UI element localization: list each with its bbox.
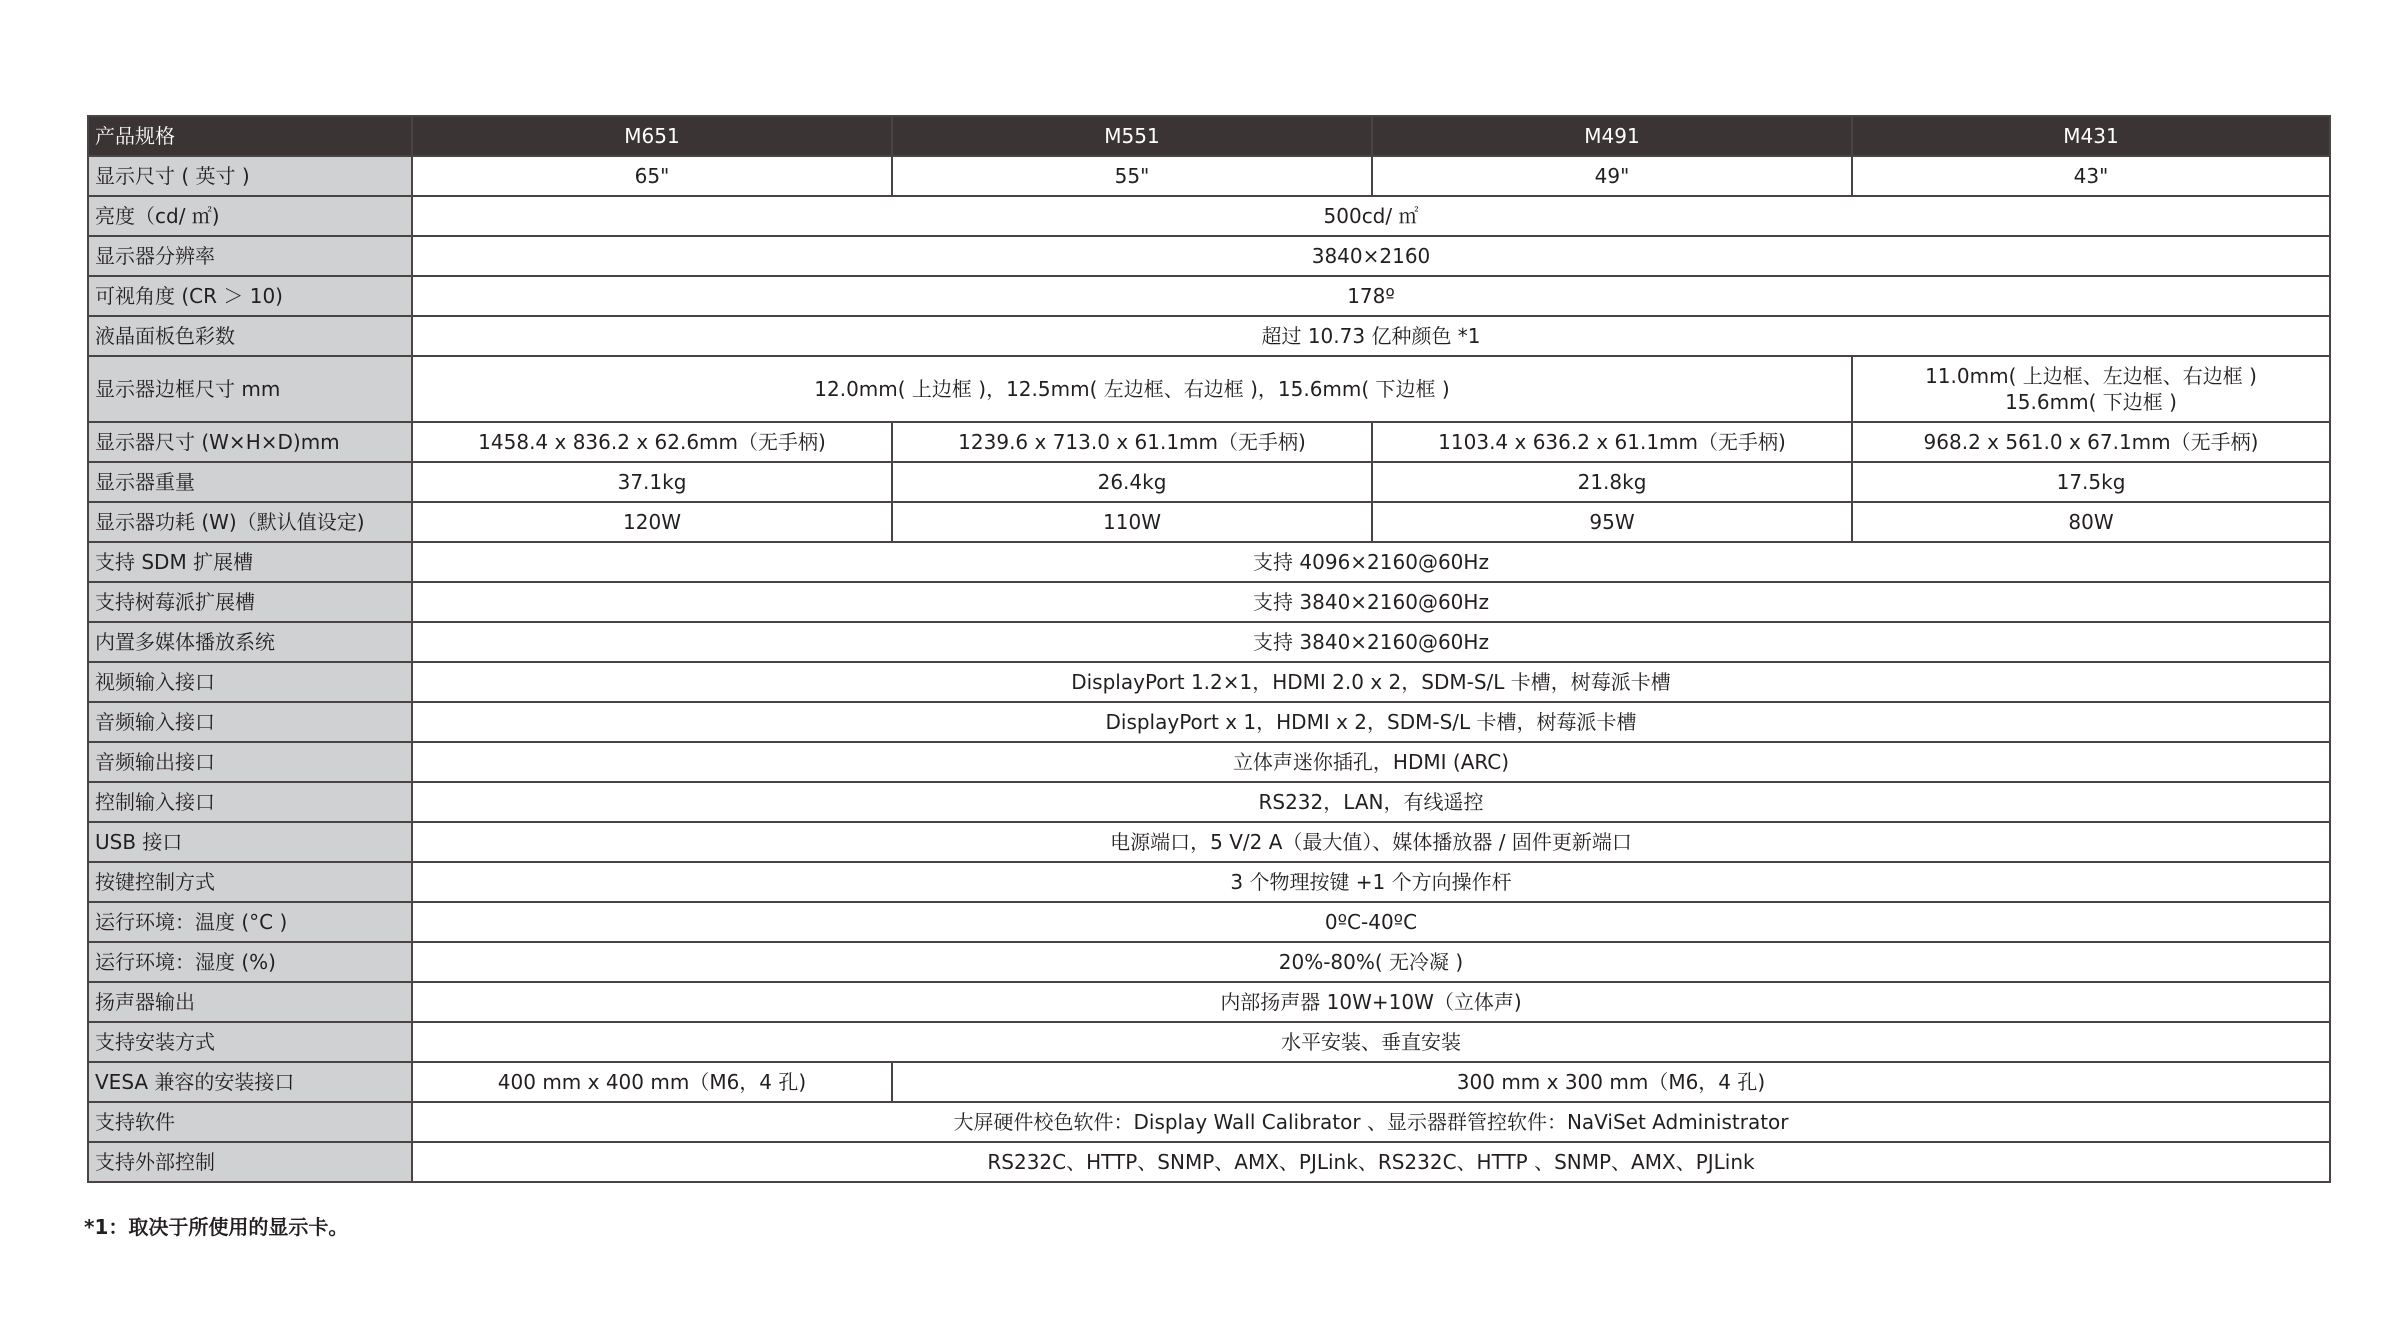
cell-value: 43" [1852,156,2330,196]
row-label: 支持外部控制 [88,1142,412,1182]
cell-value: 支持 4096×2160@60Hz [412,542,2330,582]
table-row [88,582,2330,622]
cell-value: 支持 3840×2160@60Hz [412,622,2330,662]
table-row [88,982,2330,1022]
cell-value: 水平安装、垂直安装 [412,1022,2330,1062]
row-label: 内置多媒体播放系统 [88,622,412,662]
model-name: M431 [1852,116,2330,156]
cell-line: 11.0mm( 上边框、左边框、右边框 ) [1925,364,2257,388]
cell-value: 1458.4 x 836.2 x 62.6mm（无手柄) [412,422,892,462]
cell-value: 55" [892,156,1372,196]
cell-value: 12.0mm( 上边框 )，12.5mm( 左边框、右边框 )，15.6mm( 下边框 ) [412,356,1852,422]
table-row [88,356,2330,422]
cell-value: 电源端口，5 V/2 A（最大值）、媒体播放器 / 固件更新端口 [412,822,2330,862]
cell-value: 20%-80%( 无冷凝 ) [412,942,2330,982]
cell-value: DisplayPort 1.2×1，HDMI 2.0 x 2，SDM-S/L 卡槽，树莓派卡槽 [412,662,2330,702]
row-label: 运行环境：温度 (°C ) [88,902,412,942]
cell-value: 0ºC-40ºC [412,902,2330,942]
row-label: 视频输入接口 [88,662,412,702]
table-row [88,502,2330,542]
cell-value: 1239.6 x 713.0 x 61.1mm（无手柄) [892,422,1372,462]
model-name: M551 [892,116,1372,156]
row-label: 按键控制方式 [88,862,412,902]
cell-line: 15.6mm( 下边框 ) [2005,390,2177,414]
cell-value: 500cd/ ㎡ [412,196,2330,236]
table-row [88,862,2330,902]
table-row [88,702,2330,742]
cell-value: 26.4kg [892,462,1372,502]
header-label: 产品规格 [88,116,412,156]
row-label: VESA 兼容的安装接口 [88,1062,412,1102]
row-label: 显示器重量 [88,462,412,502]
cell-value: 超过 10.73 亿种颜色 *1 [412,316,2330,356]
table-row [88,942,2330,982]
table-row [88,156,2330,196]
table-row [88,316,2330,356]
table-row [88,236,2330,276]
row-label: 显示器分辨率 [88,236,412,276]
cell-value: 21.8kg [1372,462,1852,502]
table-row [88,742,2330,782]
cell-value: RS232C、HTTP、SNMP、AMX、PJLink、RS232C、HTTP 、SNMP、AMX、PJLink [412,1142,2330,1182]
table-row [88,276,2330,316]
cell-value [1852,356,2330,422]
row-label: 支持树莓派扩展槽 [88,582,412,622]
row-label: 显示尺寸 ( 英寸 ) [88,156,412,196]
cell-value: 立体声迷你插孔，HDMI (ARC) [412,742,2330,782]
cell-value: 400 mm x 400 mm（M6，4 孔) [412,1062,892,1102]
table-row [88,662,2330,702]
cell-value: 37.1kg [412,462,892,502]
row-label: 音频输入接口 [88,702,412,742]
cell-value: 300 mm x 300 mm（M6，4 孔) [892,1062,2330,1102]
row-label: 扬声器输出 [88,982,412,1022]
cell-value: RS232，LAN，有线遥控 [412,782,2330,822]
table-row [88,542,2330,582]
cell-value: 内部扬声器 10W+10W（立体声) [412,982,2330,1022]
row-label: 音频输出接口 [88,742,412,782]
row-label: USB 接口 [88,822,412,862]
row-label: 支持软件 [88,1102,412,1142]
cell-value: 3 个物理按键 +1 个方向操作杆 [412,862,2330,902]
cell-value: 3840×2160 [412,236,2330,276]
row-label: 显示器边框尺寸 mm [88,356,412,422]
footnote: *1：取决于所使用的显示卡。 [84,1215,349,1239]
row-label: 控制输入接口 [88,782,412,822]
cell-value: 49" [1372,156,1852,196]
row-label: 运行环境：湿度 (%) [88,942,412,982]
table-row [88,462,2330,502]
table-row [88,1142,2330,1182]
model-name: M651 [412,116,892,156]
table-row [88,1022,2330,1062]
table-row [88,422,2330,462]
cell-value: 95W [1372,502,1852,542]
table-row [88,196,2330,236]
cell-value: DisplayPort x 1，HDMI x 2，SDM-S/L 卡槽，树莓派卡槽 [412,702,2330,742]
row-label: 显示器尺寸 (W×H×D)mm [88,422,412,462]
table-row [88,1102,2330,1142]
table-row [88,622,2330,662]
model-name: M491 [1372,116,1852,156]
row-label: 亮度（cd/ ㎡) [88,196,412,236]
spec-table [87,115,2331,1183]
table-row [88,782,2330,822]
cell-value: 968.2 x 561.0 x 67.1mm（无手柄) [1852,422,2330,462]
row-label: 支持安装方式 [88,1022,412,1062]
cell-value: 120W [412,502,892,542]
cell-value: 110W [892,502,1372,542]
row-label: 可视角度 (CR ＞ 10) [88,276,412,316]
cell-value: 大屏硬件校色软件：Display Wall Calibrator 、显示器群管控软件：NaViSet Administrator [412,1102,2330,1142]
row-label: 显示器功耗 (W)（默认值设定) [88,502,412,542]
cell-value: 80W [1852,502,2330,542]
cell-value: 1103.4 x 636.2 x 61.1mm（无手柄) [1372,422,1852,462]
row-label: 液晶面板色彩数 [88,316,412,356]
row-label: 支持 SDM 扩展槽 [88,542,412,582]
cell-value: 17.5kg [1852,462,2330,502]
cell-value: 65" [412,156,892,196]
cell-value: 178º [412,276,2330,316]
table-row [88,822,2330,862]
header-row [88,116,2330,156]
table-row [88,1062,2330,1102]
table-row [88,902,2330,942]
cell-value: 支持 3840×2160@60Hz [412,582,2330,622]
